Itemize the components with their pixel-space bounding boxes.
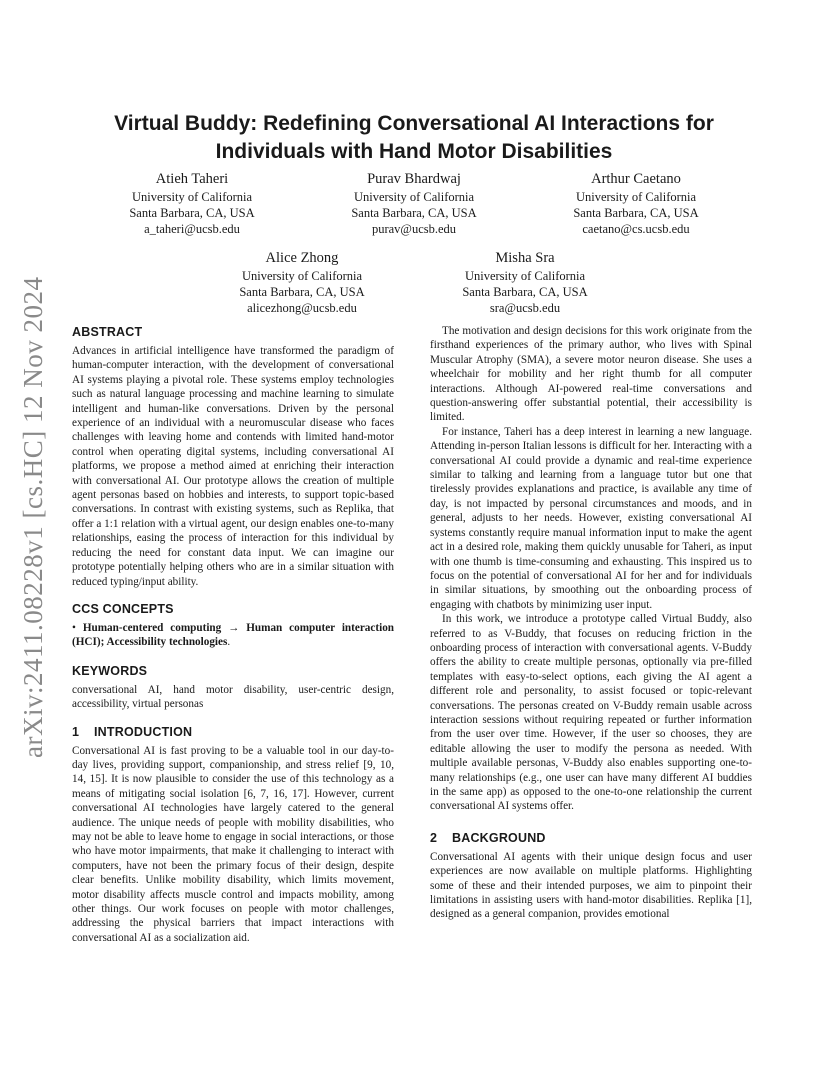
introduction-title: INTRODUCTION [94, 724, 193, 739]
author-block [222, 249, 382, 316]
author-location: Santa Barbara, CA, USA [129, 206, 255, 220]
author-name: Purav Bhardwaj [367, 171, 461, 187]
ccs-arrow: → [228, 621, 240, 634]
author-location: Santa Barbara, CA, USA [239, 285, 365, 299]
author-affiliation: University of California [131, 190, 253, 204]
background-number: 2 [430, 830, 438, 845]
ccs-concept-secondary: Human computer interaction (HCI); Accessibility technologies [72, 621, 395, 649]
author-email: caetano@cs.ucsb.edu [582, 222, 690, 236]
introduction-number: 1 [72, 724, 80, 739]
author-block [334, 170, 494, 237]
introduction-text: Conversational AI is fast proving to be a valuable tool in our day-to-day lives, providing support, companionship, and stress relief [9, 10, 14, 15]. It is now plausible to consider the use of this technology as a means of mitigating social isolation [6, 7, 16, 17]. However, current conversational AI technologies have largely catered to the general audience. The unique needs of people with mobility disabilities, who may not be able to leave home to engage in social interactions, or those who have motor impairments, that make it challenging to interact with computers, have not been the primary focus of their design, despite clear benefits. Unlike mobility disability, which limits movement, motor disability affects muscle control and impacts mobility, among other things. Our work focuses on people with motor challenges, addressing the physical barriers that impact interactions with conversational AI as a socialization aid. [72, 744, 394, 944]
author-location: Santa Barbara, CA, USA [573, 206, 699, 220]
paper-title [72, 110, 756, 166]
author-name: Arthur Caetano [591, 171, 681, 187]
paper-title-line-2: Individuals with Hand Motor Disabilities [215, 140, 613, 163]
abstract-heading: ABSTRACT [72, 325, 143, 339]
author-email: a_taheri@ucsb.edu [144, 222, 240, 236]
author-name: Alice Zhong [265, 250, 339, 266]
author-email: sra@ucsb.edu [489, 301, 561, 315]
paper-title-line-1: Virtual Buddy: Redefining Conversational AI Interactions for [114, 112, 714, 135]
author-block [112, 170, 272, 237]
background-text: Conversational AI agents with their unique design focus and user experiences are now available on multiple platforms. Highlighting some of these and their intended purposes, we aim to pinpoint their limitations in assisting users with hand-motor disabilities. Replika [1], designed as a general companion, provides emotional [430, 850, 752, 921]
keywords-heading: KEYWORDS [72, 663, 148, 678]
ccs-bullet: • [72, 621, 76, 634]
author-email: alicezhong@ucsb.edu [247, 301, 357, 315]
background-title: BACKGROUND [452, 830, 546, 845]
background-heading [430, 830, 752, 846]
author-affiliation: University of California [241, 269, 363, 283]
author-location: Santa Barbara, CA, USA [351, 206, 477, 220]
introduction-heading [72, 724, 394, 740]
body-paragraph: In this work, we introduce a prototype called Virtual Buddy, also referred to as V-Buddy, that focuses on reducing friction in the onboarding process of interaction with conversational agents. V-Buddy offers the ability to create multiple personas, optionally via pre-filled templates with easy-to-select options, each giving the AI agent a different role and personality, to assist focused or topic-relevant conversations. The personas created on V-Buddy remain usable across interaction sessions without requiring repeated or further information from the user over time. However, if the user so chooses, they are editable allowing the user to modify the persona as needed. With multiple available personas, V-Buddy also enables supporting one-to-many relationships (e.g., one user can have many different AI buddies in the same app) as opposed to the one-to-one relationship the current conversational AI systems offer. [430, 613, 752, 813]
author-block [445, 249, 605, 316]
body-paragraph: The motivation and design decisions for this work originate from the firsthand experiences of the primary author, who lives with Spinal Muscular Atrophy (SMA), a severe motor neuron disease. She uses a wheelchair for mobility and her right thumb for all computer interactions. Although AI-powered real-time conversations and question-answering offer substantial potential, their accessibility is limited. [430, 325, 752, 424]
ccs-concept-primary: Human-centered computing [82, 621, 222, 634]
ccs-heading: CCS CONCEPTS [72, 601, 174, 616]
arxiv-side-stamp: arXiv:2411.08228v1 [cs.HC] 12 Nov 2024 [18, 276, 48, 758]
left-column [72, 324, 394, 945]
right-column [430, 324, 752, 922]
author-location: Santa Barbara, CA, USA [462, 285, 588, 299]
author-email: purav@ucsb.edu [371, 222, 457, 236]
author-name: Misha Sra [495, 250, 555, 266]
ccs-text [72, 621, 394, 650]
author-block [556, 170, 716, 237]
author-name: Atieh Taheri [155, 171, 229, 187]
author-affiliation: University of California [575, 190, 697, 204]
author-affiliation: University of California [464, 269, 586, 283]
keywords-text: conversational AI, hand motor disability, user-centric design, accessibility, virtual personas [72, 683, 394, 711]
ccs-period: . [227, 636, 231, 649]
body-paragraph: For instance, Taheri has a deep interest in learning a new language. Attending in-person Italian lessons is difficult for her. Interacting with a conversational AI could provide a dynamic and real-time experience similar to talking and learning from a language tutor but one that tirelessly provides explanations and practice, is available any time of day, is not impacted by personal circumstances and moods, and in general, adjusts to her needs. However, existing conversational AI systems constantly require manual information input to make the agent act in a desired role, making them quickly unusable for Taheri, as input with one thumb is time-consuming and exhausting. This inspired us to focus on the potential of conversational AI for her and for individuals in similar situations, by smoothing out the onboarding process of engaging with chatbots by minimizing user input. [430, 425, 752, 611]
abstract-text: Advances in artificial intelligence have transformed the paradigm of human-computer interaction, with the development of conversational AI systems playing a pivotal role. These systems employ technologies such as natural language processing and machine learning to simulate intelligent and human-like conversations. Driven by the personal experience of an individual with a neuromuscular disease who faces challenges with leaving home and contends with limited hand-motor control when operating digital systems, including conversational AI platforms, we propose a method aimed at enriching their interaction with conversational AI. Our prototype allows the creation of multiple agent personas based on hobbies and interests, to support topic-based conversations. In contrast with existing systems, such as Replika, that offer a 1:1 relation with a virtual agent, our design enables one-to-many relationships, easing the process of interaction for this individual by reducing the need for constant data input. We can imagine our prototype potentially helping others who are in a similar situation with reduced typing/input ability. [72, 345, 394, 588]
author-affiliation: University of California [353, 190, 475, 204]
